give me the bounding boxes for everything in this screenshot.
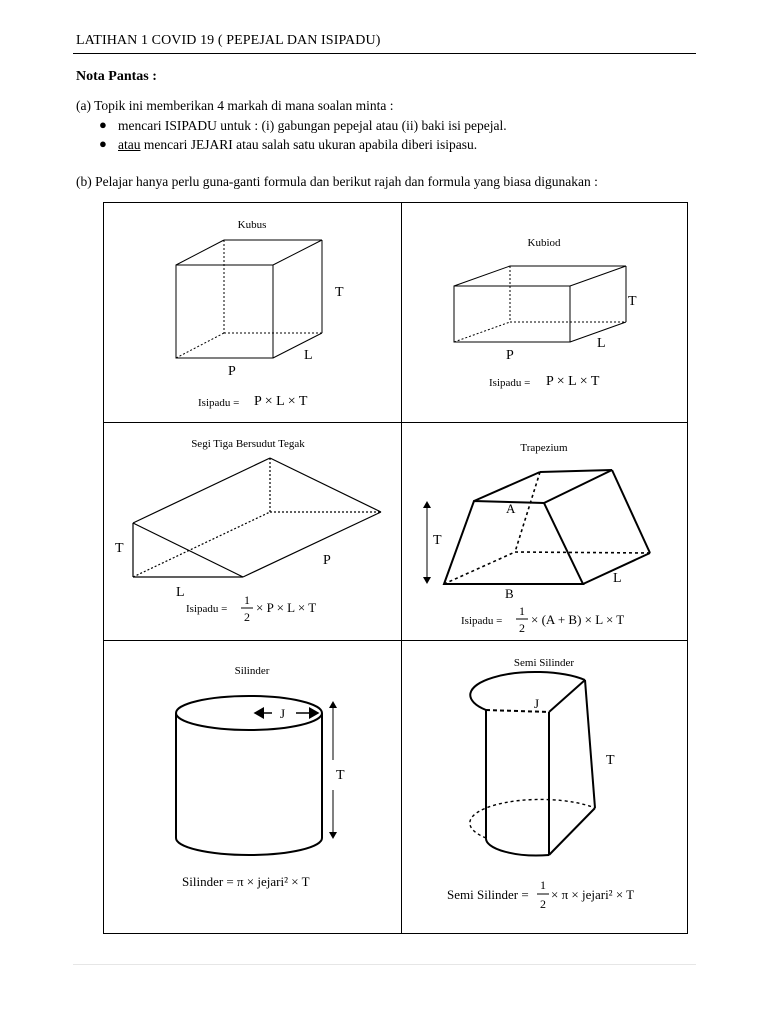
semi-silinder-formula: × π × jejari² × T [551, 887, 635, 902]
nota-heading: Nota Pantas : [76, 69, 157, 84]
bullet-icon: ● [99, 136, 107, 151]
kubus-formula-prefix: Isipadu = [198, 397, 240, 409]
bullet-icon: ● [99, 117, 107, 132]
note-bullet-1: mencari ISIPADU untuk : (i) gabungan pepejal atau (ii) baki isi pepejal. [118, 118, 507, 133]
semi-silinder-label-j: J [534, 696, 540, 711]
cylinder-diagram [176, 696, 322, 855]
silinder-label-t: T [336, 768, 345, 783]
silinder-title: Silinder [234, 665, 270, 677]
segitiga-label-t: T [115, 541, 124, 556]
cube-diagram [176, 240, 322, 358]
kubiod-formula-prefix: Isipadu = [489, 377, 531, 389]
segitiga-title: Segi Tiga Bersudut Tegak [191, 438, 305, 450]
kubiod-formula: P × L × T [546, 374, 600, 389]
page-title: LATIHAN 1 COVID 19 ( PEPEJAL DAN ISIPADU) [76, 33, 381, 48]
trapezium-label-t: T [433, 533, 442, 548]
underlined-word: atau [118, 137, 141, 152]
semi-silinder-frac-num: 1 [540, 878, 546, 892]
triangular-prism-diagram [133, 458, 381, 577]
note-b-text: (b) Pelajar hanya perlu guna-ganti formula dan berikut rajah dan formula yang biasa digunakan : [76, 174, 598, 189]
note-a-text: (a) Topik ini memberikan 4 markah di mana soalan minta : [76, 98, 394, 113]
silinder-formula: Silinder = π × jejari² × T [182, 874, 310, 889]
segitiga-frac-num: 1 [244, 593, 250, 607]
segitiga-label-l: L [176, 585, 185, 600]
trapezium-label-a: A [506, 501, 516, 516]
kubus-title: Kubus [237, 219, 267, 231]
trapezium-frac-num: 1 [519, 604, 525, 618]
trapezium-formula: × (A + B) × L × T [531, 612, 625, 627]
kubiod-title: Kubiod [527, 237, 561, 249]
semi-silinder-title: Semi Silinder [513, 657, 575, 669]
segitiga-formula: × P × L × T [256, 600, 317, 615]
trapezium-label-l: L [613, 571, 622, 586]
kubus-formula: P × L × T [254, 394, 308, 409]
trapezium-frac-den: 2 [519, 621, 525, 635]
kubus-label-l: L [304, 348, 313, 363]
trapezium-title: Trapezium [520, 442, 568, 454]
segitiga-formula-prefix: Isipadu = [186, 603, 228, 615]
trapezoidal-prism-diagram [444, 470, 650, 584]
semi-silinder-frac-den: 2 [540, 897, 546, 911]
footer-divider [73, 964, 696, 965]
segitiga-label-p: P [323, 553, 331, 568]
kubiod-label-l: L [597, 336, 606, 351]
half-cylinder-diagram [470, 672, 595, 856]
semi-silinder-formula-prefix: Semi Silinder = [447, 887, 529, 902]
segitiga-frac-den: 2 [244, 610, 250, 624]
trapezium-formula-prefix: Isipadu = [461, 615, 503, 627]
kubus-label-t: T [335, 285, 344, 300]
silinder-label-j: J [280, 706, 286, 721]
cuboid-diagram [454, 266, 626, 342]
bullet-2-rest: mencari JEJARI atau salah satu ukuran apabila diberi isipasu. [140, 137, 478, 152]
trapezium-label-b: B [505, 586, 514, 601]
kubus-label-p: P [228, 364, 236, 379]
semi-silinder-label-t: T [606, 753, 615, 768]
kubiod-label-t: T [628, 294, 637, 309]
kubiod-label-p: P [506, 348, 514, 363]
